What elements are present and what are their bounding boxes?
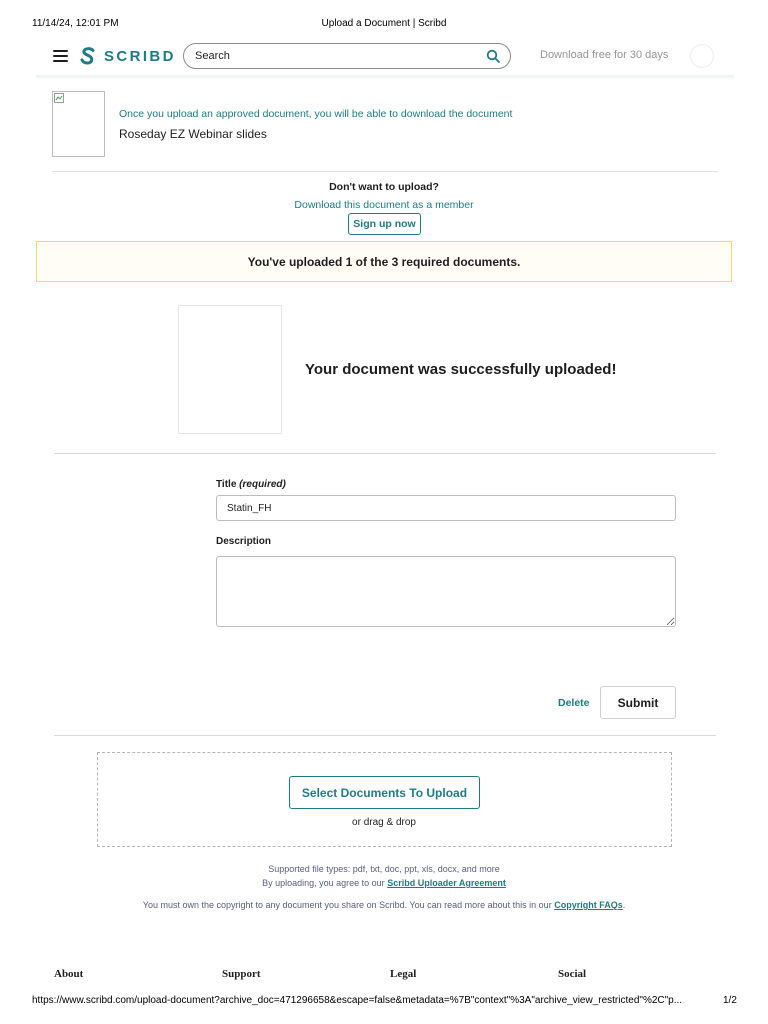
uploader-agreement-text	[0, 878, 768, 888]
upload-progress-banner: You've uploaded 1 of the 3 required documents.	[36, 241, 732, 282]
footer-heading-about: About	[54, 968, 84, 980]
print-url: https://www.scribd.com/upload-document?archive_doc=471296658&escape=false&metadata=%7B"context"%3A"archive_view_restricted"%2C"p...	[32, 995, 683, 1006]
scribd-logo[interactable]	[80, 45, 176, 67]
uploader-agreement-link[interactable]: Scribd Uploader Agreement	[387, 878, 506, 888]
scribd-logo-icon	[80, 46, 96, 66]
broken-image-icon	[54, 93, 65, 104]
footer-heading-social: Social	[558, 968, 587, 980]
submit-button[interactable]: Submit	[600, 686, 676, 719]
search-input[interactable]	[183, 43, 511, 69]
no-upload-heading: Don't want to upload?	[329, 181, 439, 193]
description-field[interactable]	[216, 556, 676, 627]
divider	[54, 453, 716, 454]
sign-up-button[interactable]: Sign up now	[348, 213, 421, 235]
search-placeholder: Search	[195, 50, 230, 62]
title-required-note: (required)	[239, 479, 286, 490]
upload-success-message: Your document was successfully uploaded!	[305, 361, 617, 378]
print-page-number: 1/2	[723, 995, 737, 1006]
print-page-title: Upload a Document | Scribd	[321, 18, 447, 29]
select-documents-button[interactable]: Select Documents To Upload	[289, 776, 480, 809]
logo-text: SCRIBD	[104, 47, 176, 65]
search-icon[interactable]	[486, 49, 500, 63]
title-label	[216, 479, 286, 490]
delete-button[interactable]: Delete	[558, 697, 590, 709]
download-free-link[interactable]: Download free for 30 days	[540, 49, 669, 61]
drag-drop-hint: or drag & drop	[352, 817, 416, 828]
account-avatar-button[interactable]	[690, 44, 714, 68]
upload-notice: Once you upload an approved document, you will be able to download the document	[119, 108, 513, 120]
description-label: Description	[216, 536, 272, 547]
agree-prefix: By uploading, you agree to our	[262, 878, 385, 888]
copyright-text	[0, 900, 768, 910]
title-label-text: Title	[216, 479, 237, 490]
member-download-text: Download this document as a member	[294, 199, 474, 211]
divider	[54, 735, 716, 736]
print-datetime: 11/14/24, 12:01 PM	[32, 18, 119, 29]
copyright-period: .	[622, 900, 626, 910]
document-thumbnail	[52, 91, 105, 157]
topbar-divider	[36, 75, 734, 80]
copyright-message: You must own the copyright to any document you share on Scribd. You can read more about this in our	[142, 900, 552, 910]
document-name: Roseday EZ Webinar slides	[119, 127, 267, 141]
hamburger-menu-icon[interactable]	[53, 50, 68, 62]
footer-heading-support: Support	[222, 968, 261, 980]
copyright-faqs-link[interactable]: Copyright FAQs	[554, 900, 623, 910]
uploaded-document-preview	[178, 305, 282, 434]
title-field[interactable]	[216, 495, 676, 521]
supported-file-types: Supported file types: pdf, txt, doc, ppt, xls, docx, and more	[268, 864, 500, 874]
footer-heading-legal: Legal	[390, 968, 417, 980]
divider	[52, 171, 718, 172]
